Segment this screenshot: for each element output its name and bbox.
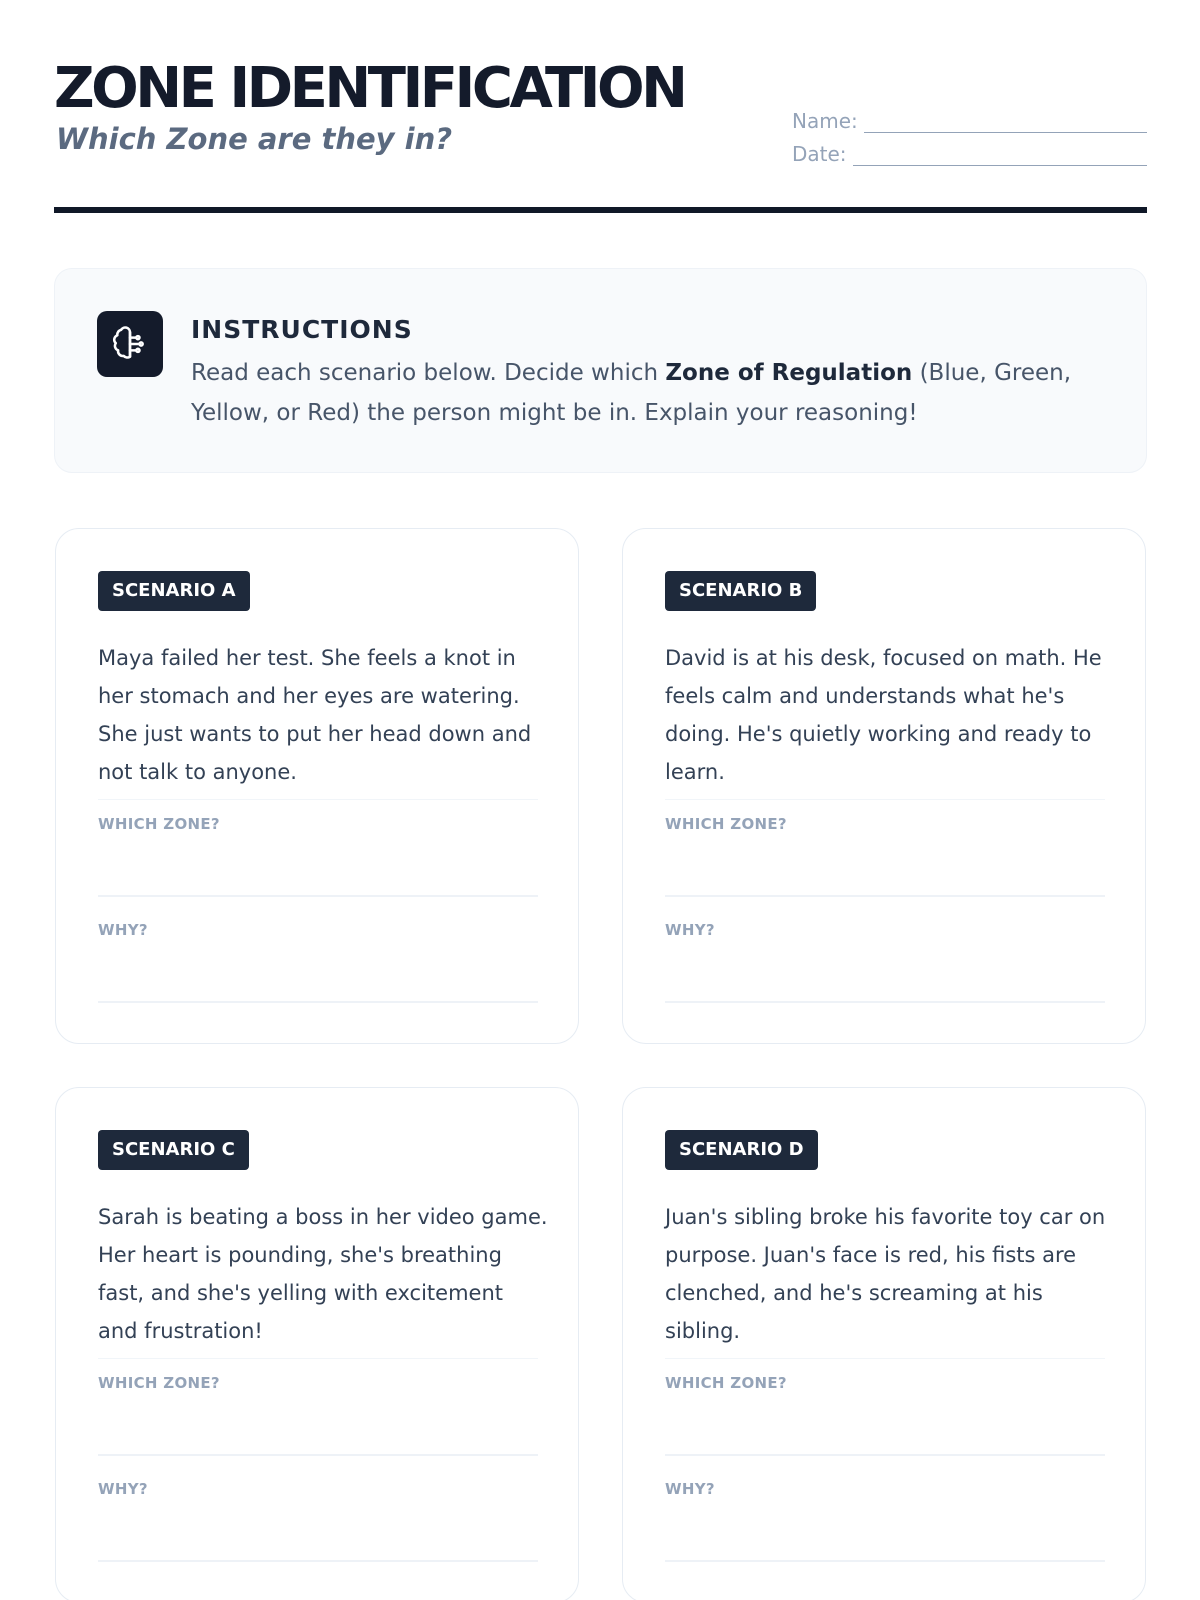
date-blank-line[interactable]: [853, 150, 1147, 166]
scenario-card-b: [622, 528, 1146, 1044]
why-answer-line[interactable]: [98, 1560, 538, 1562]
zone-answer-line[interactable]: [98, 1454, 538, 1456]
instructions-text: Read each scenario below. Decide which Zone of Regulation (Blue, Green, Yellow, or Red) the person might be in. Explain your reasoning!: [191, 360, 1072, 426]
card-divider: [98, 1358, 538, 1359]
why-label: WHY?: [665, 921, 715, 939]
scenario-card-a: [55, 528, 579, 1044]
page-subtitle: Which Zone are they in?: [56, 122, 453, 156]
why-label: WHY?: [665, 1480, 715, 1498]
name-label: Name:: [792, 109, 858, 133]
scenario-badge: SCENARIO D: [665, 1130, 818, 1170]
which-zone-label: WHICH ZONE?: [665, 815, 787, 833]
brain-icon: [97, 311, 163, 377]
card-divider: [98, 799, 538, 800]
scenario-badge: SCENARIO A: [98, 571, 250, 611]
which-zone-label: WHICH ZONE?: [98, 815, 220, 833]
scenario-card-d: [622, 1087, 1146, 1600]
scenario-badge: SCENARIO B: [665, 571, 816, 611]
which-zone-label: WHICH ZONE?: [98, 1374, 220, 1392]
date-label: Date:: [792, 142, 847, 166]
scenario-text: David is at his desk, focused on math. He feels calm and understands what he's doing. He's quietly working and ready to learn.: [665, 646, 1102, 784]
zone-answer-line[interactable]: [665, 895, 1105, 897]
header-divider: [54, 207, 1147, 213]
why-label: WHY?: [98, 1480, 148, 1498]
which-zone-label: WHICH ZONE?: [665, 1374, 787, 1392]
card-divider: [665, 1358, 1105, 1359]
scenario-text: Sarah is beating a boss in her video game. Her heart is pounding, she's breathing fast, and she's yelling with excitement and frustration!: [98, 1205, 548, 1343]
why-label: WHY?: [98, 921, 148, 939]
scenario-card-c: [55, 1087, 579, 1600]
worksheet-header: [54, 58, 1147, 214]
scenario-text: Maya failed her test. She feels a knot in her stomach and her eyes are watering. She just wants to put her head down and not talk to anyone.: [98, 646, 532, 784]
zone-answer-line[interactable]: [98, 895, 538, 897]
why-answer-line[interactable]: [665, 1560, 1105, 1562]
zone-answer-line[interactable]: [665, 1454, 1105, 1456]
date-field[interactable]: [792, 133, 1147, 166]
zone-of-regulation-emphasis: Zone of Regulation: [665, 360, 913, 386]
why-answer-line[interactable]: [98, 1001, 538, 1003]
page-title: ZONE IDENTIFICATION: [54, 56, 685, 121]
name-blank-line[interactable]: [864, 117, 1147, 133]
why-answer-line[interactable]: [665, 1001, 1105, 1003]
scenario-text: Juan's sibling broke his favorite toy car on purpose. Juan's face is red, his fists are clenched, and he's screaming at his sibling.: [665, 1205, 1106, 1343]
instructions-title: INSTRUCTIONS: [191, 315, 413, 344]
scenario-badge: SCENARIO C: [98, 1130, 249, 1170]
name-field[interactable]: [792, 100, 1147, 133]
instructions-box: [54, 268, 1147, 473]
student-info-fields: [792, 100, 1147, 166]
card-divider: [665, 799, 1105, 800]
